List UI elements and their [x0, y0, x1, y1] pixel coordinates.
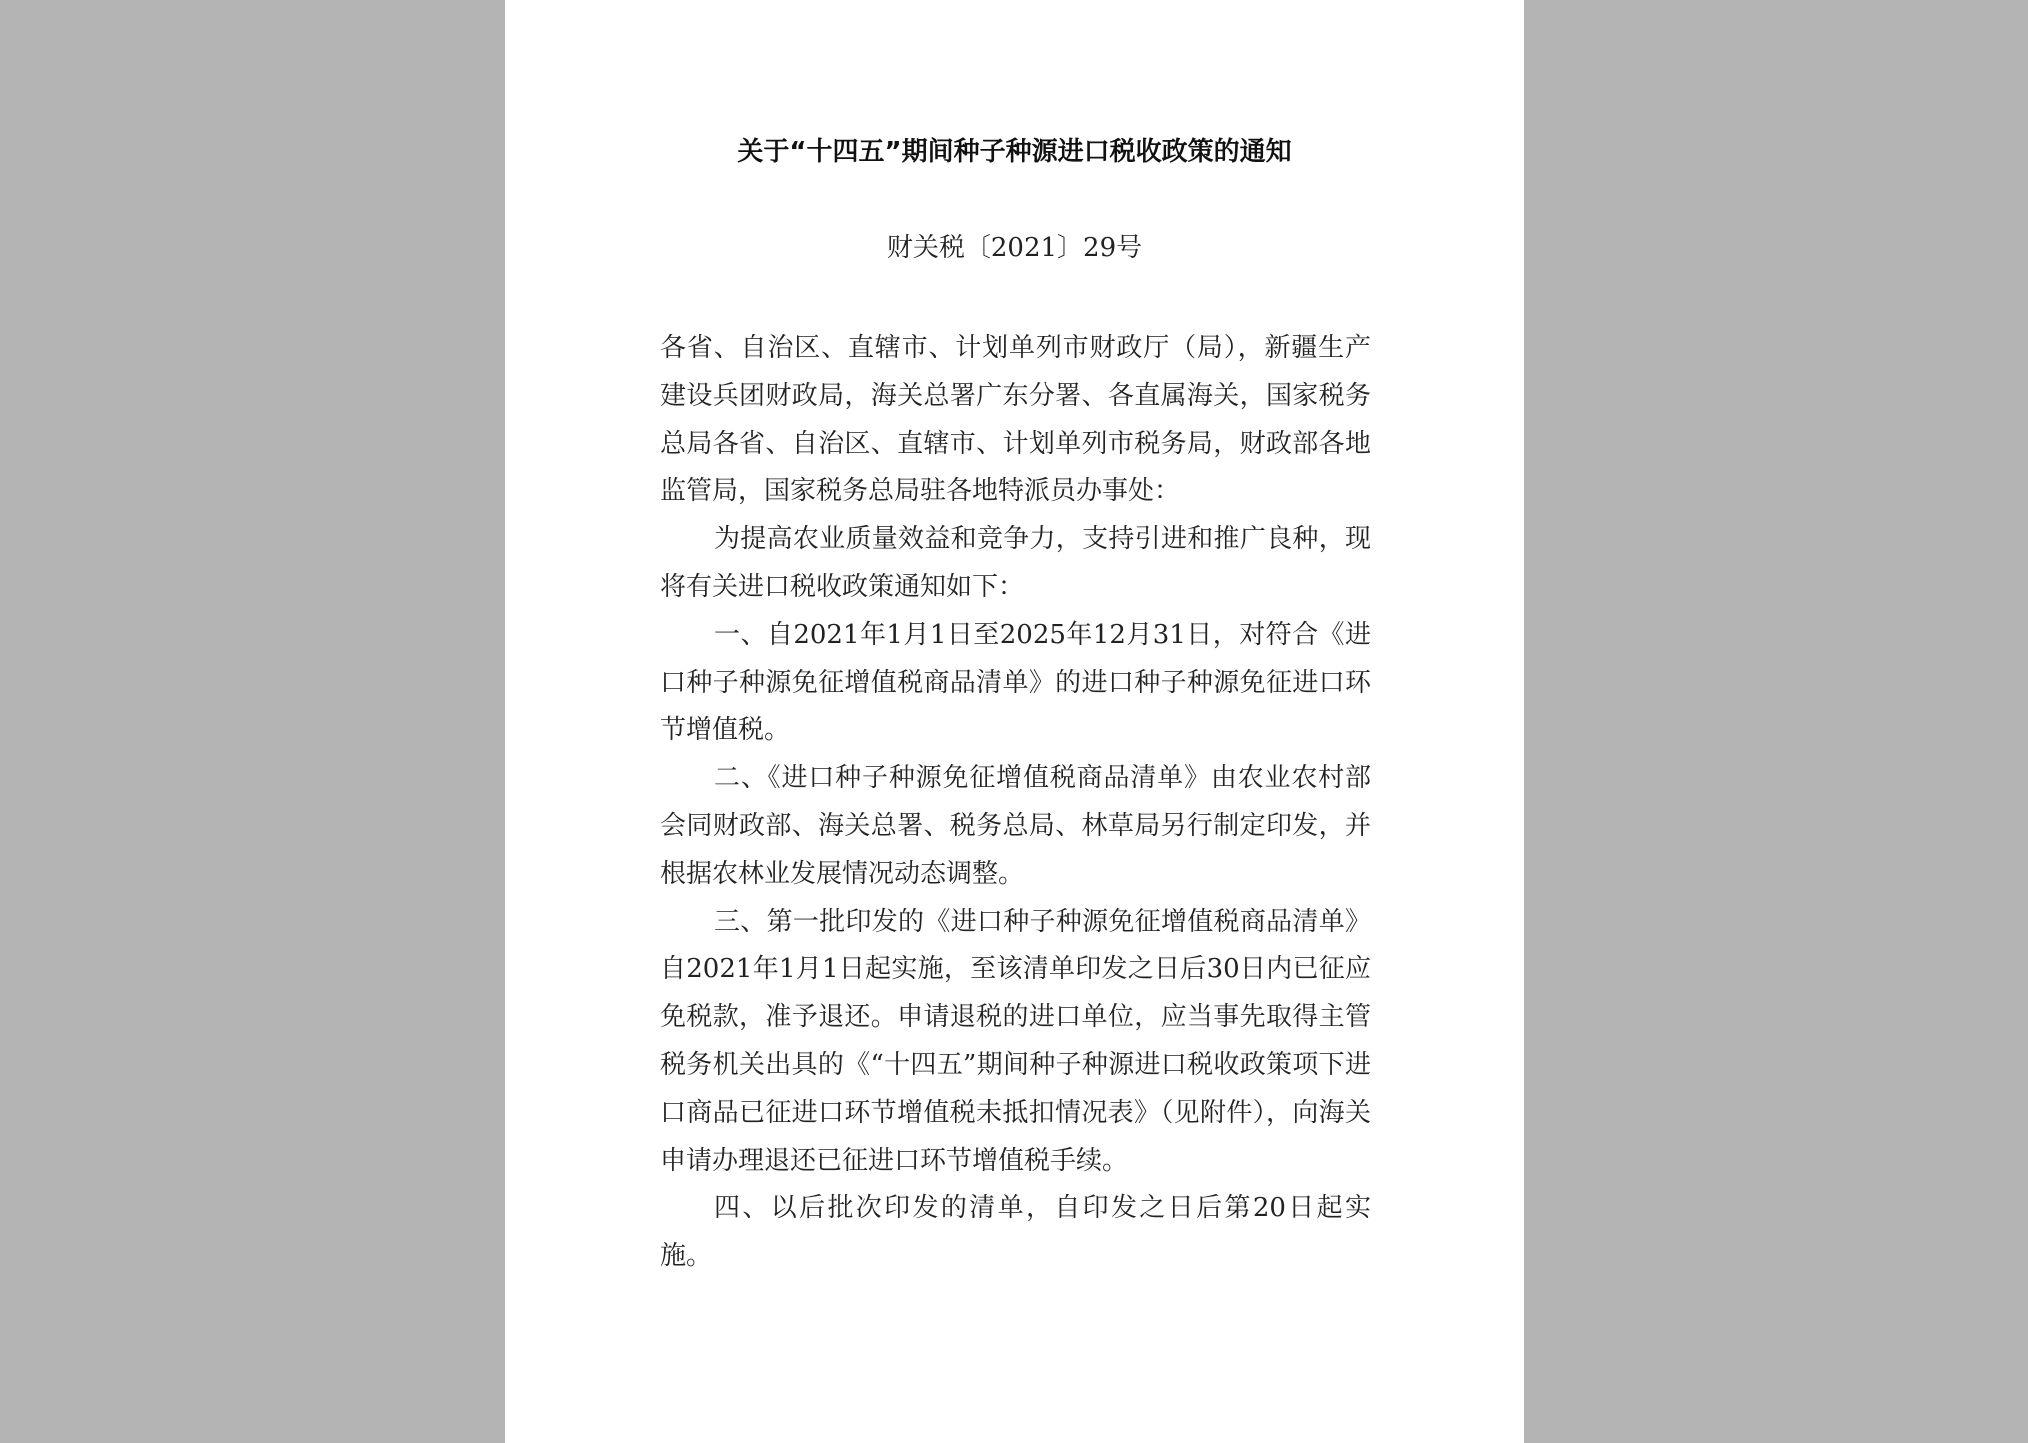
document-page — [505, 0, 1524, 1443]
item-1-paragraph: 一、自2021年1月1日至2025年12月31日，对符合《进口种子种源免征增值税商品清单》的进口种子种源免征进口环节增值税。 — [660, 619, 1371, 746]
item-4-paragraph: 四、以后批次印发的清单，自印发之日后第20日起实施。 — [660, 1193, 1371, 1272]
addressee-paragraph: 各省、自治区、直辖市、计划单列市财政厅（局），新疆生产建设兵团财政局，海关总署广东分署、各直属海关，国家税务总局各省、自治区、直辖市、计划单列市税务局，财政部各地监管局，国家税务总局驻各地特派员办事处： — [660, 333, 1371, 507]
intro-paragraph: 为提高农业质量效益和竞争力，支持引进和推广良种，现将有关进口税收政策通知如下： — [660, 524, 1371, 602]
document-body — [660, 325, 1371, 1281]
document-number: 财关税〔2021〕29号 — [886, 233, 1143, 263]
item-2-paragraph: 二、《进口种子种源免征增值税商品清单》由农业农村部会同财政部、海关总署、税务总局、林草局另行制定印发，并根据农林业发展情况动态调整。 — [660, 763, 1371, 889]
item-3-paragraph: 三、第一批印发的《进口种子种源免征增值税商品清单》自2021年1月1日起实施，至该清单印发之日后30日内已征应免税款，准予退还。申请退税的进口单位，应当事先取得主管税务机关出具的《“十四五”期间种子种源进口税收政策项下进口商品已征进口环节增值税未抵扣情况表》（见附件），向海关申请办理退还已征进口环节增值税手续。 — [660, 906, 1371, 1176]
document-title: 关于“十四五”期间种子种源进口税收政策的通知 — [737, 137, 1292, 167]
